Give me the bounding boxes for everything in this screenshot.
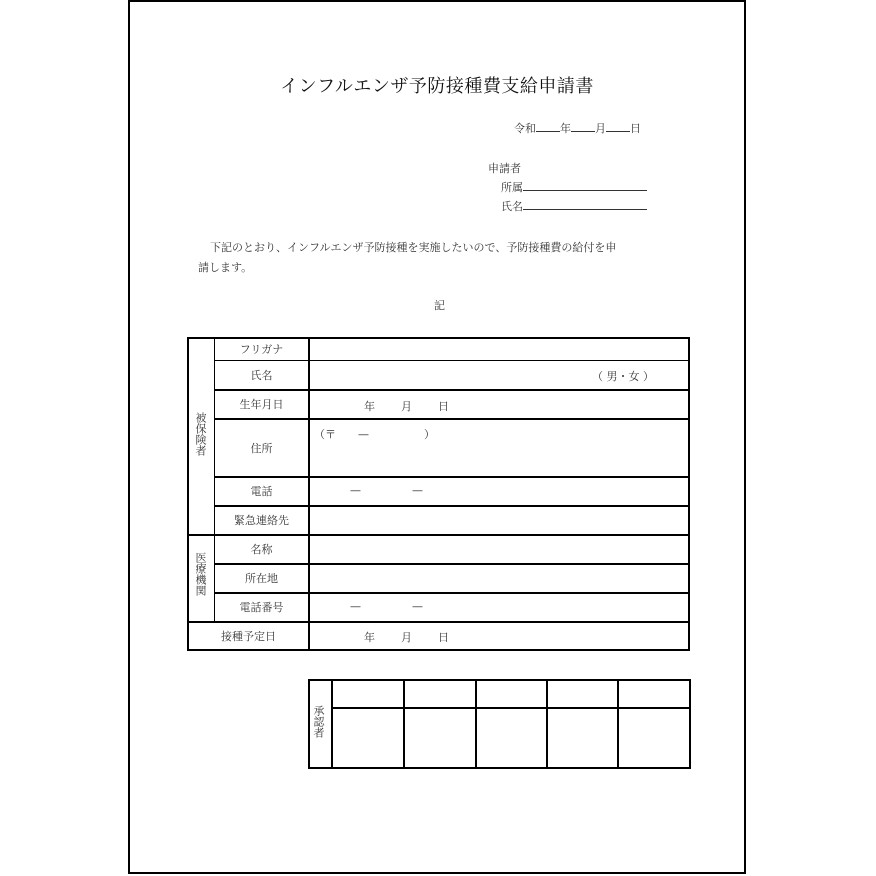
furigana-field[interactable] — [310, 338, 688, 360]
medical-phone-field[interactable] — [310, 593, 688, 621]
phone-dash-2: — — [412, 484, 423, 497]
furigana-label: フリガナ — [239, 343, 284, 356]
statement-line-2: 請します。 — [198, 261, 253, 274]
birth-day-label: 日 — [438, 400, 449, 413]
birth-month-label: 月 — [401, 400, 412, 413]
postal-code: （〒 — ） — [314, 428, 435, 441]
ki-mark: 記 — [434, 299, 445, 312]
document-page — [128, 0, 746, 874]
medical-phone-label: 電話番号 — [239, 601, 284, 614]
vaccination-date-label: 接種予定日 — [221, 629, 276, 643]
affiliation-label: 所属 — [501, 181, 523, 194]
date-month-label: 月 — [595, 122, 606, 135]
date-day-label: 日 — [630, 122, 641, 135]
phone-label: 電話 — [250, 485, 273, 498]
applicant-label: 申請者 — [488, 162, 521, 175]
date-day-blank[interactable] — [606, 121, 630, 132]
emergency-contact-field[interactable] — [310, 506, 688, 534]
approver-stamp-box-5[interactable] — [619, 709, 689, 767]
approver-stamp-box-4[interactable] — [548, 709, 617, 767]
approver-stamp-box-3[interactable] — [477, 709, 546, 767]
approver-stamp-box-2[interactable] — [405, 709, 475, 767]
vac-year-label: 年 — [364, 631, 375, 644]
phone-dash-1: — — [350, 484, 361, 497]
medical-name-field[interactable] — [310, 535, 688, 563]
medical-phone-dash-1: — — [350, 600, 361, 613]
insured-group-label: 被保険者 — [194, 412, 207, 456]
medical-location-field[interactable] — [310, 564, 688, 592]
medical-name-label: 名称 — [250, 543, 273, 556]
date-year-blank[interactable] — [536, 121, 560, 132]
approver-label: 承認者 — [312, 705, 325, 738]
affiliation-blank[interactable] — [523, 180, 647, 191]
applicant-affiliation — [501, 179, 647, 195]
statement-line-1: 下記のとおり、インフルエンザ予防接種を実施したいので、予防接種費の給付を申 — [210, 241, 617, 254]
address-label: 住所 — [250, 441, 273, 455]
applicant-name — [501, 198, 647, 214]
applicant-name-label: 氏名 — [501, 200, 523, 213]
medical-location-label: 所在地 — [245, 572, 278, 585]
phone-field[interactable] — [310, 477, 688, 505]
date-month-blank[interactable] — [571, 121, 595, 132]
birth-year-label: 年 — [364, 400, 375, 413]
vac-day-label: 日 — [438, 631, 449, 644]
emergency-contact-label: 緊急連絡先 — [234, 514, 289, 527]
date-year-label: 年 — [560, 122, 571, 135]
approver-stamp-box-1[interactable] — [333, 709, 403, 767]
document-title: インフルエンザ予防接種費支給申請書 — [280, 76, 594, 97]
date-era: 令和 — [514, 122, 536, 135]
date-line — [514, 120, 641, 136]
name-label: 氏名 — [250, 369, 273, 382]
gender-select[interactable]: （ 男・女 ） — [592, 370, 654, 383]
medical-group-label: 医療機関 — [194, 552, 207, 596]
vac-month-label: 月 — [401, 631, 412, 644]
applicant-name-blank[interactable] — [523, 199, 647, 210]
birthdate-label: 生年月日 — [239, 398, 284, 411]
medical-phone-dash-2: — — [412, 600, 423, 613]
